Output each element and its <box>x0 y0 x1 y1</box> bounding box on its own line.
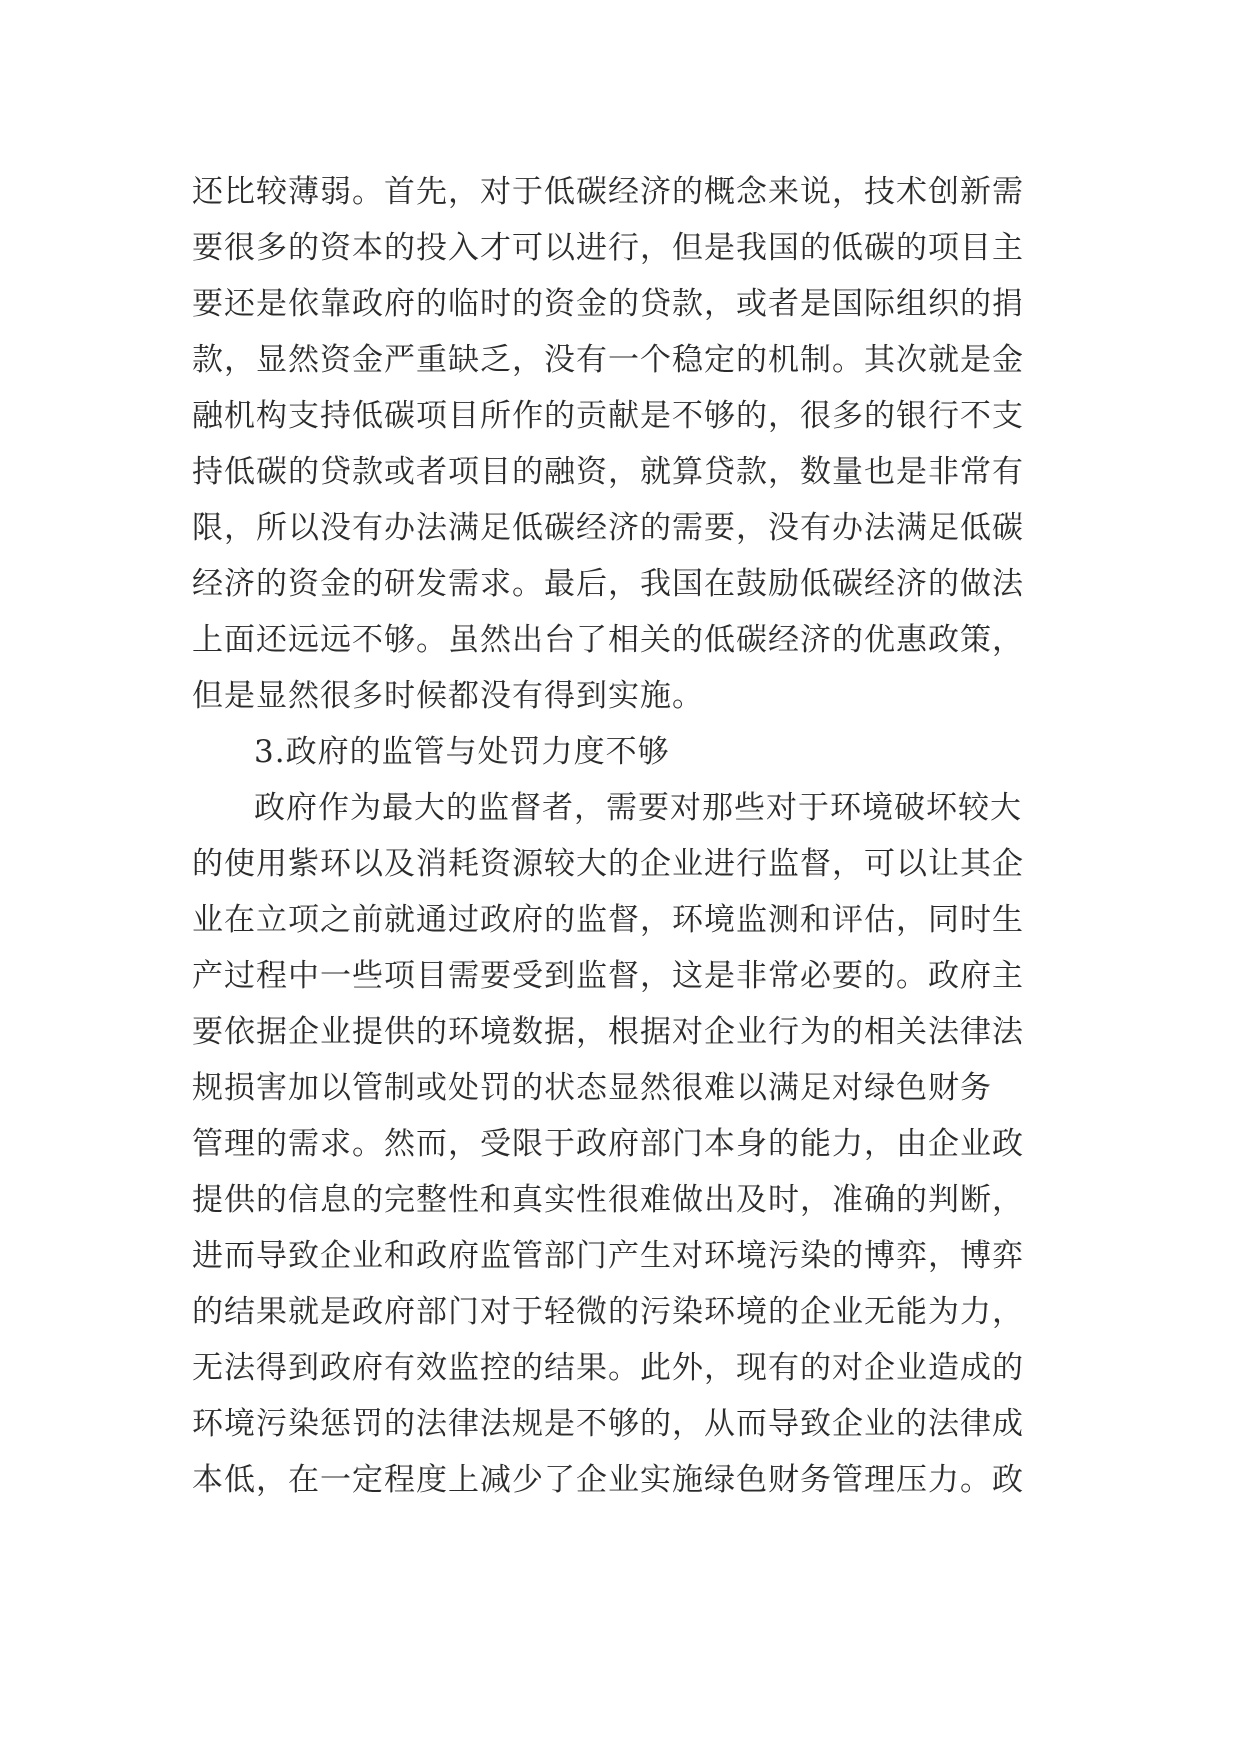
text-line: 持低碳的贷款或者项目的融资，就算贷款，数量也是非常有 <box>192 454 1024 490</box>
text-line: 但是显然很多时候都没有得到实施。 <box>192 678 704 714</box>
text-line: 融机构支持低碳项目所作的贡献是不够的，很多的银行不支 <box>192 398 1024 434</box>
text-line: 环境污染惩罚的法律法规是不够的，从而导致企业的法律成 <box>192 1406 1024 1442</box>
text-line: 经济的资金的研发需求。最后，我国在鼓励低碳经济的做法 <box>192 566 1024 602</box>
text-line: 还比较薄弱。首先，对于低碳经济的概念来说，技术创新需 <box>192 174 1024 210</box>
text-line: 要依据企业提供的环境数据，根据对企业行为的相关法律法 <box>192 1014 1024 1050</box>
text-line: 要还是依靠政府的临时的资金的贷款，或者是国际组织的捐 <box>192 286 1024 322</box>
text-line: 提供的信息的完整性和真实性很难做出及时，准确的判断， <box>192 1182 1024 1218</box>
text-line: 规损害加以管制或处罚的状态显然很难以满足对绿色财务 <box>192 1070 992 1106</box>
text-line: 进而导致企业和政府监管部门产生对环境污染的博弈，博弈 <box>192 1238 1024 1274</box>
text-line: 的结果就是政府部门对于轻微的污染环境的企业无能为力， <box>192 1294 1024 1330</box>
text-line: 业在立项之前就通过政府的监督，环境监测和评估，同时生 <box>192 902 1024 938</box>
body-text <box>192 164 1072 1508</box>
section-heading: 3.政府的监管与处罚力度不够 <box>254 734 670 770</box>
text-line: 产过程中一些项目需要受到监督，这是非常必要的。政府主 <box>192 958 1024 994</box>
text-line: 无法得到政府有效监控的结果。此外，现有的对企业造成的 <box>192 1350 1024 1386</box>
text-line: 款，显然资金严重缺乏，没有一个稳定的机制。其次就是金 <box>192 342 1024 378</box>
text-line: 限，所以没有办法满足低碳经济的需要，没有办法满足低碳 <box>192 510 1024 546</box>
text-line: 要很多的资本的投入才可以进行，但是我国的低碳的项目主 <box>192 230 1024 266</box>
text-line: 的使用紫环以及消耗资源较大的企业进行监督，可以让其企 <box>192 846 1024 882</box>
text-line: 管理的需求。然而，受限于政府部门本身的能力，由企业政 <box>192 1126 1024 1162</box>
text-line: 本低，在一定程度上减少了企业实施绿色财务管理压力。政 <box>192 1462 1024 1498</box>
text-line: 政府作为最大的监督者，需要对那些对于环境破坏较大 <box>254 790 1022 826</box>
text-line: 上面还远远不够。虽然出台了相关的低碳经济的优惠政策， <box>192 622 1024 658</box>
